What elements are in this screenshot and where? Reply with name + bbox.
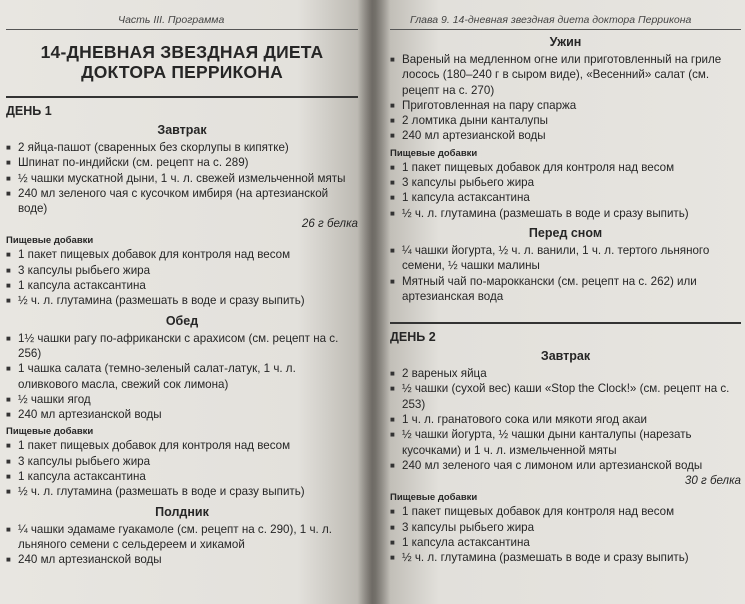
running-head-left: Часть III. Программа — [6, 0, 358, 30]
list-item: ■ 1½ чашки рагу по-африкански с арахисом (см. рецепт на с. 256) — [6, 331, 358, 362]
supplements-list — [6, 438, 358, 499]
supplements-heading: Пищевые добавки — [390, 492, 478, 504]
list-item: ■ ½ ч. л. глутамина (размешать в воде и сразу выпить) — [390, 550, 741, 565]
list-item: ■ 1 капсула астаксантина — [390, 535, 741, 550]
day-1-heading: ДЕНЬ 1 — [6, 96, 358, 118]
supplements-heading: Пищевые добавки — [6, 235, 94, 247]
list-item: ■ Вареный на медленном огне или приготовленный на гриле лосось (180–240 г в сыром виде), «Весенний» салат (см. рецепт на с. 270) — [390, 52, 741, 98]
breakfast-list — [6, 140, 358, 216]
list-item: ■ 2 вареных яйца — [390, 366, 741, 381]
list-item: ■ 240 мл артезианской воды — [6, 407, 358, 422]
title-line-1: 14-ДНЕВНАЯ ЗВЕЗДНАЯ ДИЕТА — [40, 42, 324, 62]
list-item: ■ 240 мл зеленого чая с лимоном или артезианской воды — [390, 458, 741, 473]
list-item: ■ 2 ломтика дыни канталупы — [390, 113, 741, 128]
running-head-right: Глава 9. 14-дневная звездная диета доктора Перрикона — [390, 0, 741, 30]
supplements-list — [6, 247, 358, 308]
snack-heading: Полдник — [155, 504, 209, 519]
list-item: ■ 1 пакет пищевых добавок для контроля над весом — [390, 504, 741, 519]
list-item: ■ 1 капсула астаксантина — [6, 278, 358, 293]
list-item: ■ 3 капсулы рыбьего жира — [6, 263, 358, 278]
list-item: ■ ¼ чашки йогурта, ½ ч. л. ванили, 1 ч. л. тертого льняного семени, ½ чашки малины — [390, 243, 741, 274]
chapter-title — [6, 42, 358, 82]
list-item: ■ Мятный чай по-мароккански (см. рецепт на с. 262) или артезианская вода — [390, 274, 741, 305]
right-page — [372, 0, 745, 604]
list-item: ■ ½ ч. л. глутамина (размешать в воде и сразу выпить) — [6, 484, 358, 499]
supplements-list — [390, 160, 741, 221]
list-item: ■ 1 пакет пищевых добавок для контроля над весом — [6, 438, 358, 453]
list-item: ■ Шпинат по-индийски (см. рецепт на с. 289) — [6, 155, 358, 170]
snack-list — [6, 522, 358, 568]
list-item: ■ Приготовленная на пару спаржа — [390, 98, 741, 113]
list-item: ■ 3 капсулы рыбьего жира — [390, 175, 741, 190]
breakfast-heading: Завтрак — [540, 349, 591, 364]
title-line-2: ДОКТОРА ПЕРРИКОНА — [81, 62, 283, 82]
list-item: ■ 1 капсула астаксантина — [6, 469, 358, 484]
supplements-heading: Пищевые добавки — [6, 426, 94, 438]
list-item: ■ ½ чашки (сухой вес) каши «Stop the Clock!» (см. рецепт на с. 253) — [390, 381, 741, 412]
breakfast-list — [390, 366, 741, 473]
list-item: ■ 240 мл зеленого чая с кусочком имбиря (на артезианской воде) — [6, 186, 358, 217]
list-item: ■ ½ ч. л. глутамина (размешать в воде и сразу выпить) — [390, 206, 741, 221]
supplements-list — [390, 504, 741, 565]
list-item: ■ 1 капсула астаксантина — [390, 190, 741, 205]
list-item: ■ 240 мл артезианской воды — [390, 128, 741, 143]
list-item: ■ ½ чашки йогурта, ½ чашки дыни канталупы (нарезать кусочками) и 1 ч. л. измельченной мяты — [390, 427, 741, 458]
protein-note: 30 г белка — [684, 474, 741, 488]
list-item: ■ ½ чашки мускатной дыни, 1 ч. л. свежей измельченной мяты — [6, 171, 358, 186]
bedtime-list — [390, 243, 741, 304]
list-item: ■ ¼ чашки эдамаме гуакамоле (см. рецепт на с. 290), 1 ч. л. льняного семени с сельдереем и хикамой — [6, 522, 358, 553]
day-2-heading: ДЕНЬ 2 — [390, 322, 741, 344]
bedtime-heading: Перед сном — [528, 225, 603, 240]
left-page — [0, 0, 372, 604]
list-item: ■ 3 капсулы рыбьего жира — [390, 520, 741, 535]
list-item: ■ 3 капсулы рыбьего жира — [6, 454, 358, 469]
list-item: ■ 1 пакет пищевых добавок для контроля над весом — [6, 247, 358, 262]
breakfast-heading: Завтрак — [157, 123, 207, 137]
dinner-heading: Ужин — [549, 35, 582, 49]
list-item: ■ ½ ч. л. глутамина (размешать в воде и сразу выпить) — [6, 293, 358, 308]
list-item: ■ 1 чашка салата (темно-зеленый салат-латук, 1 ч. л. оливкового масла, свежий сок лимона) — [6, 361, 358, 392]
lunch-list — [6, 331, 358, 423]
list-item: ■ ½ чашки ягод — [6, 392, 358, 407]
protein-note: 26 г белка — [301, 217, 358, 231]
list-item: ■ 1 пакет пищевых добавок для контроля над весом — [390, 160, 741, 175]
supplements-heading: Пищевые добавки — [390, 147, 478, 159]
list-item: ■ 1 ч. л. гранатового сока или мякоти ягод акаи — [390, 412, 741, 427]
dinner-list — [390, 52, 741, 144]
list-item: ■ 240 мл артезианской воды — [6, 552, 358, 567]
list-item: ■ 2 яйца-пашот (сваренных без скорлупы в кипятке) — [6, 140, 358, 155]
lunch-heading: Обед — [165, 313, 199, 328]
